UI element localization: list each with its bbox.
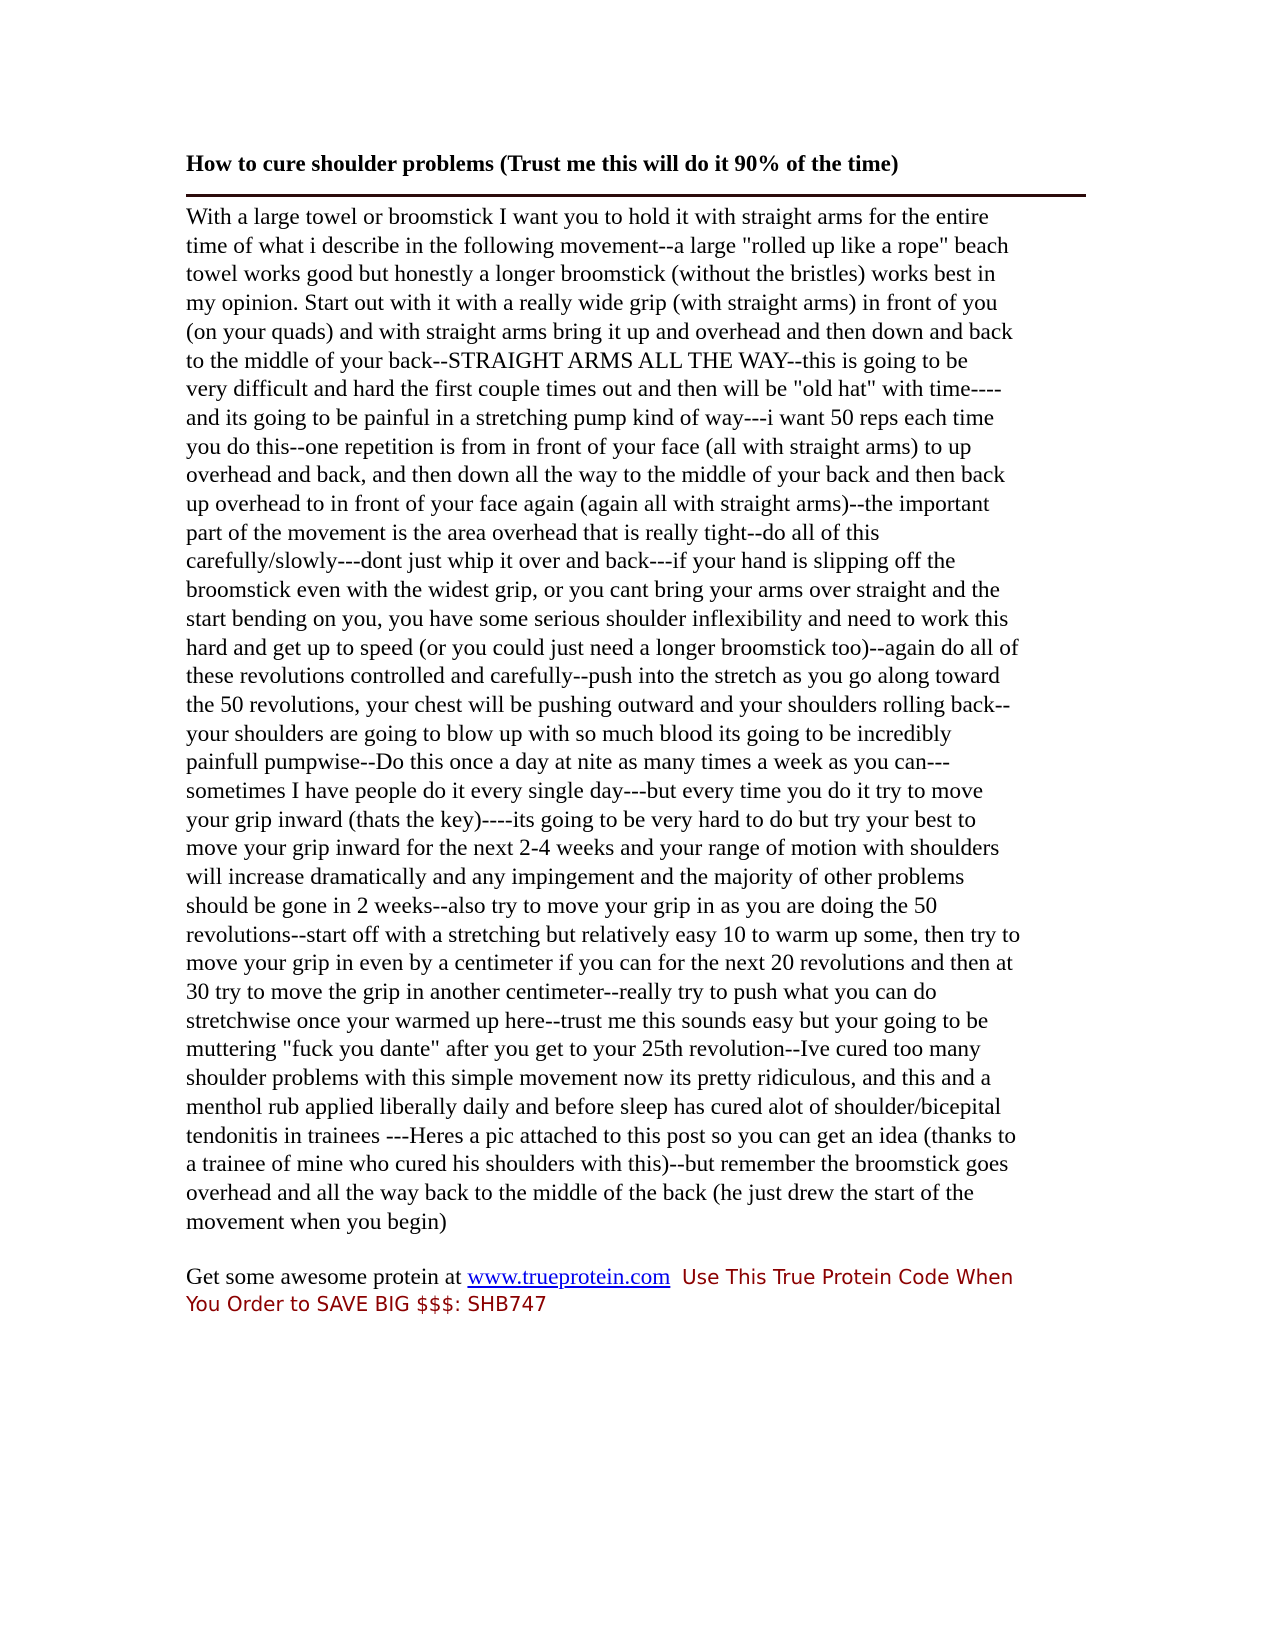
body-line: a trainee of mine who cured his shoulders with this)--but remember the broomstick goes: [186, 1151, 1009, 1178]
body-line: shoulder problems with this simple movement now its pretty ridiculous, and this and a: [186, 1065, 991, 1092]
document-page: [186, 150, 1086, 1318]
body-line: start bending on you, you have some serious shoulder inflexibility and need to work this: [186, 605, 1009, 632]
body-line: time of what i describe in the following movement--a large "rolled up like a rope" beach: [186, 232, 1009, 259]
promo-code-text-line-1: Use This True Protein Code When: [682, 1265, 1014, 1290]
promo-block: [186, 1264, 1086, 1318]
document-title: How to cure shoulder problems (Trust me this will do it 90% of the time): [186, 151, 899, 176]
body-line: With a large towel or broomstick I want you to hold it with straight arms for the entire: [186, 204, 989, 230]
promo-line-1: [186, 1264, 1086, 1291]
body-line: to the middle of your back--STRAIGHT ARMS ALL THE WAY--this is going to be: [186, 347, 968, 374]
body-line: painfull pumpwise--Do this once a day at nite as many times a week as you can---: [186, 749, 951, 776]
body-line: you do this--one repetition is from in front of your face (all with straight arms) to up: [186, 433, 972, 460]
article-body: [186, 203, 1086, 1236]
body-line: up overhead to in front of your face again (again all with straight arms)--the important: [186, 491, 990, 518]
promo-lead-text: Get some awesome protein at: [186, 1264, 468, 1291]
body-line: the 50 revolutions, your chest will be pushing outward and your shoulders rolling back--: [186, 691, 1011, 718]
body-line: towel works good but honestly a longer broomstick (without the bristles) works best in: [186, 261, 996, 288]
body-line: stretchwise once your warmed up here--trust me this sounds easy but your going to be: [186, 1007, 989, 1034]
body-line: muttering "fuck you dante" after you get to your 25th revolution--Ive cured too many: [186, 1036, 981, 1063]
body-line: carefully/slowly---dont just whip it over and back---if your hand is slipping off the: [186, 548, 956, 575]
body-line: your shoulders are going to blow up with so much blood its going to be incredibly: [186, 720, 952, 747]
body-line: broomstick even with the widest grip, or you cant bring your arms over straight and the: [186, 577, 1000, 604]
body-line: and its going to be painful in a stretching pump kind of way---i want 50 reps each time: [186, 404, 995, 431]
body-line: 30 try to move the grip in another centimeter--really try to push what you can do: [186, 978, 937, 1005]
body-line: revolutions--start off with a stretching but relatively easy 10 to warm up some, then try to: [186, 921, 1021, 948]
body-line: move your grip in even by a centimeter if you can for the next 20 revolutions and then at: [186, 950, 1013, 977]
body-line: move your grip inward for the next 2-4 weeks and your range of motion with shoulders: [186, 835, 1000, 862]
body-line: hard and get up to speed (or you could just need a longer broomstick too)--again do all of: [186, 634, 1019, 661]
body-line: will increase dramatically and any impingement and the majority of other problems: [186, 864, 965, 891]
body-line: menthol rub applied liberally daily and before sleep has cured alot of shoulder/bicepital: [186, 1093, 1002, 1120]
trueprotein-link[interactable]: www.trueprotein.com: [467, 1264, 671, 1291]
body-line: part of the movement is the area overhead that is really tight--do all of this: [186, 519, 880, 546]
body-line: your grip inward (thats the key)----its going to be very hard to do but try your best to: [186, 806, 976, 833]
body-line: sometimes I have people do it every single day---but every time you do it try to move: [186, 778, 984, 805]
body-line: tendonitis in trainees ---Heres a pic attached to this post so you can get an idea (thanks to: [186, 1122, 1017, 1149]
body-line: movement when you begin): [186, 1208, 447, 1235]
body-line: (on your quads) and with straight arms bring it up and overhead and then down and back: [186, 318, 1013, 345]
body-line: my opinion. Start out with it with a really wide grip (with straight arms) in front of you: [186, 290, 998, 317]
body-line: very difficult and hard the first couple times out and then will be "old hat" with time----: [186, 376, 1002, 403]
body-line: overhead and back, and then down all the way to the middle of your back and then back: [186, 462, 1005, 489]
body-line: these revolutions controlled and carefully--push into the stretch as you go along toward: [186, 663, 1000, 690]
body-line: overhead and all the way back to the middle of the back (he just drew the start of the: [186, 1179, 974, 1206]
promo-code-text-line-2: You Order to SAVE BIG $$$: SHB747: [186, 1292, 547, 1317]
body-line: should be gone in 2 weeks--also try to move your grip in as you are doing the 50: [186, 892, 938, 919]
title-divider: [186, 194, 1086, 197]
